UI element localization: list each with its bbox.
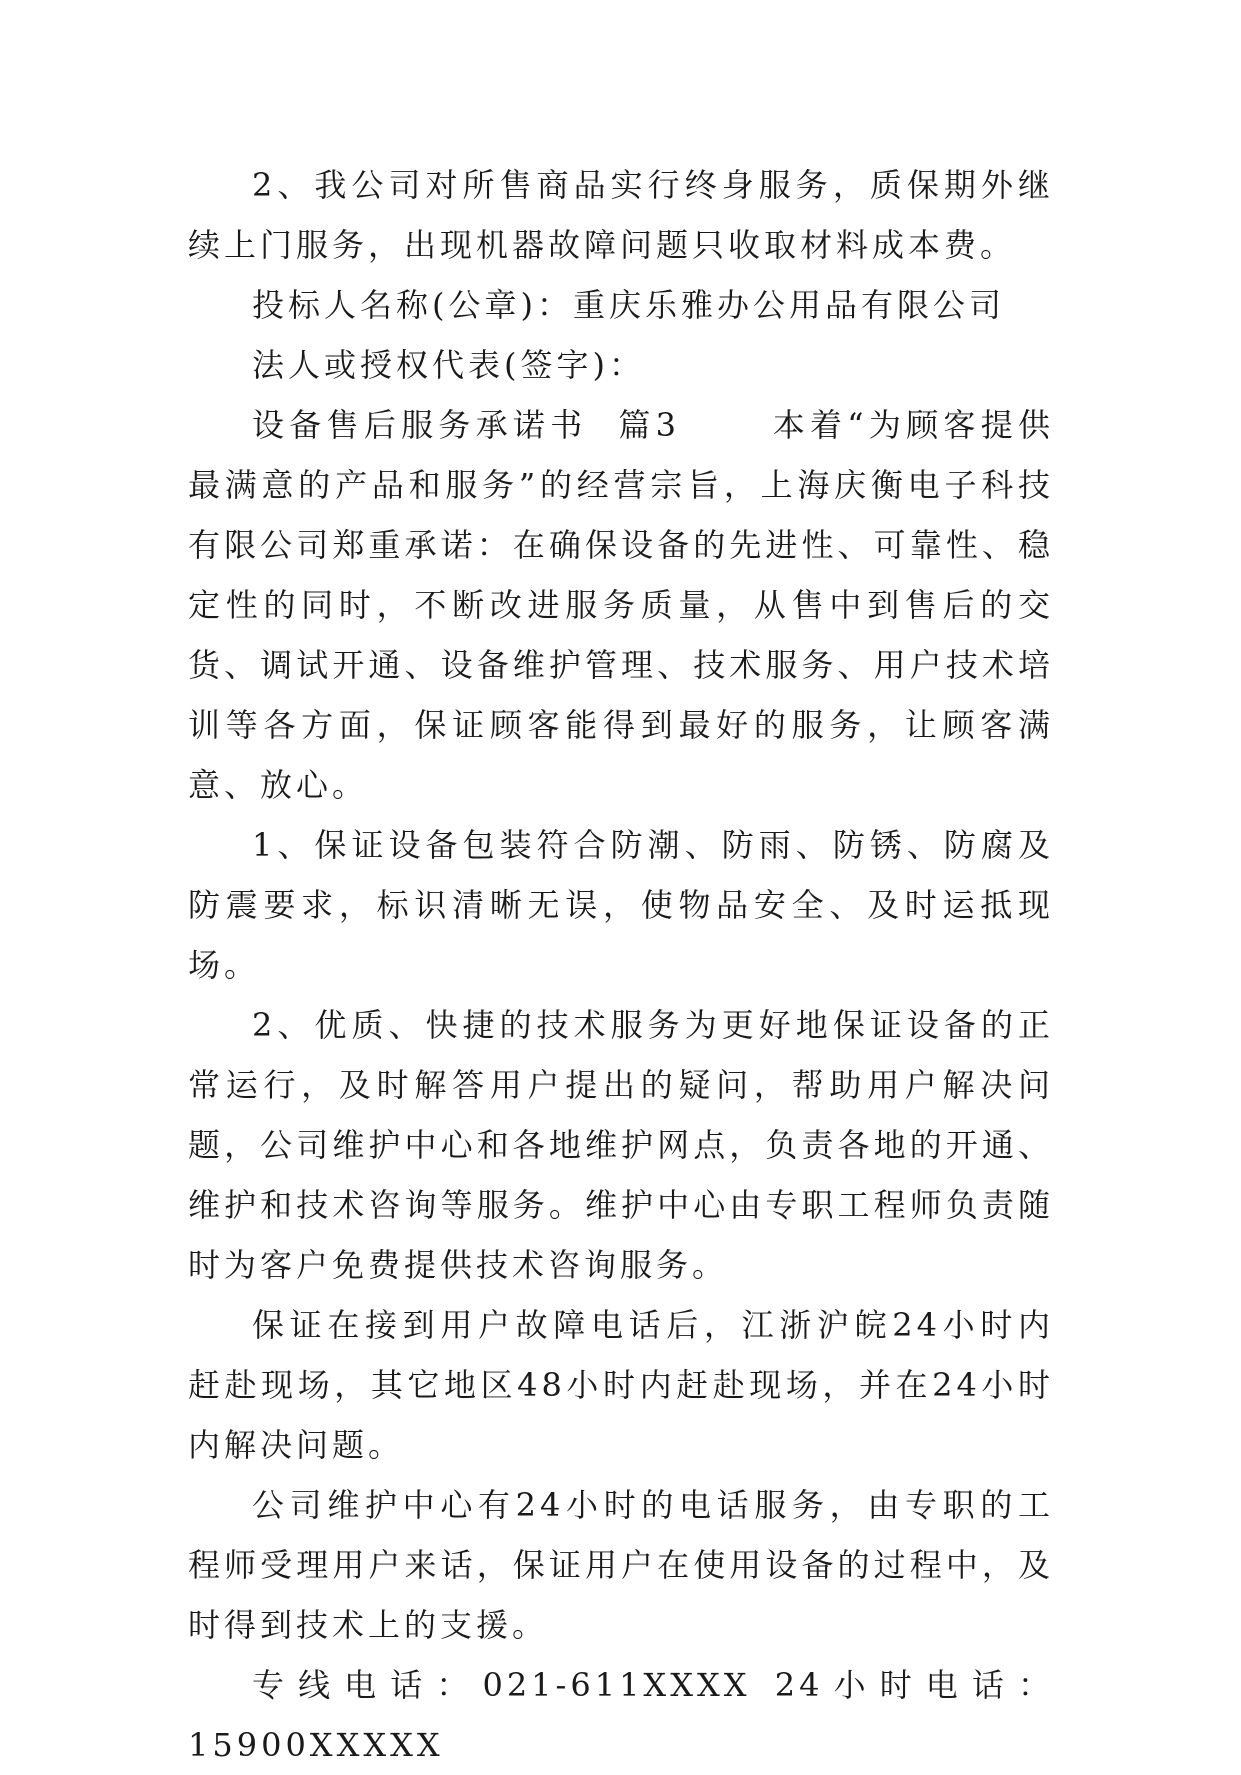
paragraph-phone-service: 公司维护中心有24小时的电话服务，由专职的工程师受理用户来话，保证用户在使用设备的过程中，及时得到技术上的支援。 (188, 1486, 1054, 1644)
paragraph-legal-representative: 法人或授权代表(签字)： (252, 346, 645, 384)
paragraph-response-time: 保证在接到用户故障电话后，江浙沪皖24小时内赶赴现场，其它地区48小时内赶赴现场，并在24小时内解决问题。 (188, 1306, 1054, 1464)
paragraph-bidder-name: 投标人名称(公章)：重庆乐雅办公用品有限公司 (252, 286, 1005, 324)
paragraph-lifetime-service: 2、我公司对所售商品实行终身服务，质保期外继续上门服务，出现机器故障问题只收取材料成本费。 (188, 166, 1054, 264)
paragraph-technical-service: 2、优质、快捷的技术服务为更好地保证设备的正常运行，及时解答用户提出的疑问，帮助用户解决问题，公司维护中心和各地维护网点，负责各地的开通、维护和技术咨询等服务。维护中心由专职工程师负责随时为客户免费提供技术咨询服务。 (188, 1006, 1054, 1284)
paragraph-packaging: 1、保证设备包装符合防潮、防雨、防锈、防腐及防震要求，标识清晰无误，使物品安全、及时运抵现场。 (188, 826, 1054, 984)
paragraph-commitment-intro: 设备售后服务承诺书 篇3 本着“为顾客提供最满意的产品和服务”的经营宗旨，上海庆衡电子科技有限公司郑重承诺：在确保设备的先进性、可靠性、稳定性的同时，不断改进服务质量，从售中到售后的交货、调试开通、设备维护管理、技术服务、用户技术培训等各方面，保证顾客能得到最好的服务，让顾客满意、放心。 (188, 406, 1054, 804)
document-body (188, 155, 1054, 1775)
paragraph-contact-numbers: 专线电话：021-611XXXX 24小时电话：15900XXXXX (188, 1666, 1054, 1764)
